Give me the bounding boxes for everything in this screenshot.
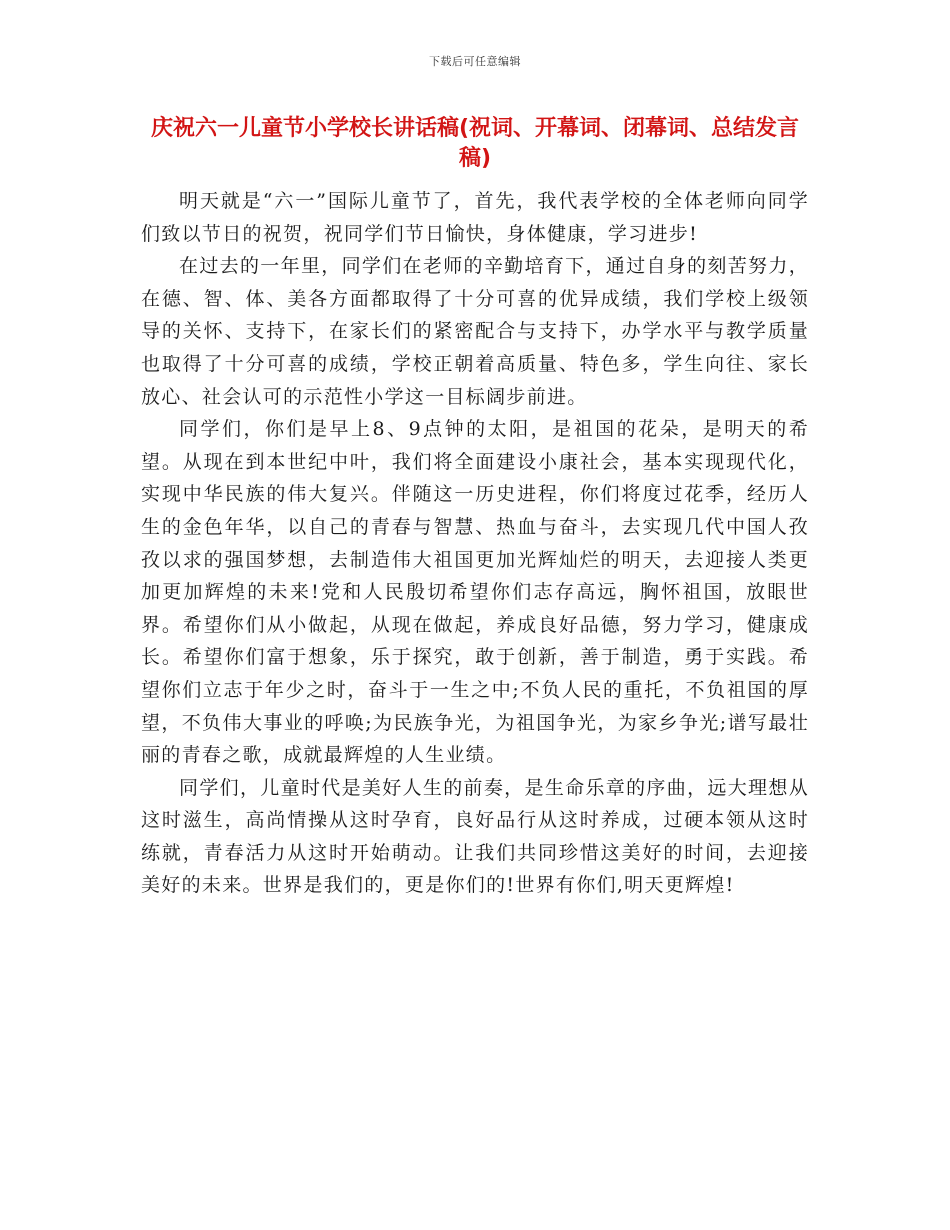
header-note: 下载后可任意编辑 bbox=[429, 55, 521, 68]
paragraph: 在过去的一年里，同学们在老师的辛勤培育下，通过自身的刻苦努力，在德、智、体、美各方面都取得了十分可喜的优异成绩，我们学校上级领导的关怀、支持下，在家长们的紧密配合与支持下，办学水平与教学质量也取得了十分可喜的成绩，学校正朝着高质量、特色多，学生向往、家长放心、社会认可的示范性小学这一目标阔步前进。 bbox=[141, 255, 809, 408]
paragraph: 明天就是“六一”国际儿童节了，首先，我代表学校的全体老师向同学们致以节日的祝贺，祝同学们节日愉快，身体健康，学习进步! bbox=[141, 190, 809, 245]
document-title: 庆祝六一儿童节小学校长讲话稿(祝词、开幕词、闭幕词、总结发言稿) bbox=[150, 116, 800, 171]
document-body bbox=[141, 185, 809, 902]
paragraph: 同学们，儿童时代是美好人生的前奏，是生命乐章的序曲，远大理想从这时滋生，高尚情操从这时孕育，良好品行从这时养成，过硬本领从这时练就，青春活力从这时开始萌动。让我们共同珍惜这美好的时间，去迎接美好的未来。世界是我们的，更是你们的!世界有你们,明天更辉煌! bbox=[141, 776, 809, 897]
paragraph: 同学们，你们是早上8、9点钟的太阳，是祖国的花朵，是明天的希望。从现在到本世纪中叶，我们将全面建设小康社会，基本实现现代化，实现中华民族的伟大复兴。伴随这一历史进程，你们将度过花季，经历人生的金色年华，以自己的青春与智慧、热血与奋斗，去实现几代中国人孜孜以求的强国梦想，去制造伟大祖国更加光辉灿烂的明天，去迎接人类更加更加辉煌的未来!党和人民殷切希望你们志存高远，胸怀祖国，放眼世界。希望你们从小做起，从现在做起，养成良好品德，努力学习，健康成长。希望你们富于想象，乐于探究，敢于创新，善于制造，勇于实践。希望你们立志于年少之时，奋斗于一生之中;不负人民的重托，不负祖国的厚望，不负伟大事业的呼唤;为民族争光，为祖国争光，为家乡争光;谱写最壮丽的青春之歌，成就最辉煌的人生业绩。 bbox=[141, 418, 809, 767]
